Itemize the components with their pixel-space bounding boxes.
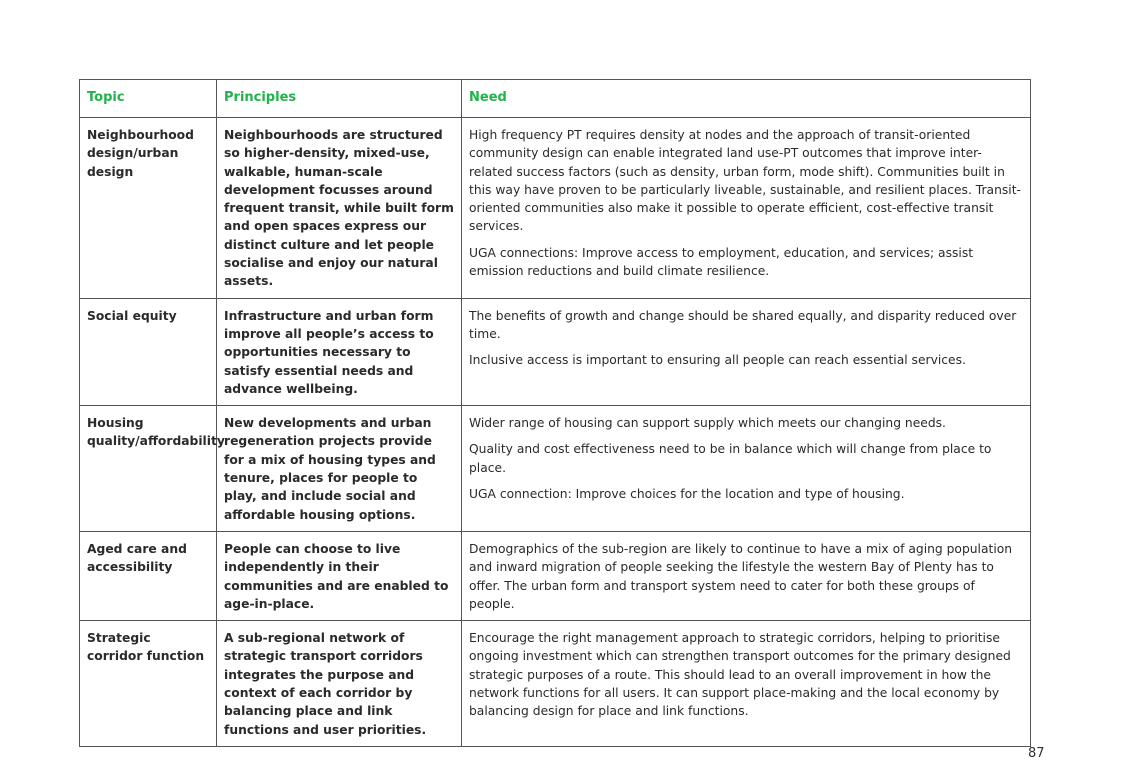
- need-paragraph: Encourage the right management approach to strategic corridors, helping to prioritise ongoing investment which can strengthen transport outcomes for the primary designed strategic purposes of a route. This should lead to an overall improvement in how the network functions for all users. It can support place-making and the local economy by balancing design for place and link functions.: [469, 631, 1011, 719]
- page-number: 87: [1028, 746, 1045, 761]
- table-row: [80, 118, 1031, 299]
- table-header-row: [80, 80, 1031, 118]
- principle-cell: Neighbourhoods are structured so higher-density, mixed-use, walkable, human-scale development focusses around frequent transit, while built form and open spaces express our distinct culture and let people socialise and enjoy our natural assets.: [217, 118, 462, 299]
- need-paragraph: Demographics of the sub-region are likely to continue to have a mix of aging population and inward migration of people seeking the lifestyle the western Bay of Plenty has to offer. The urban form and transport system need to cater for both these groups of people.: [469, 541, 1013, 611]
- need-paragraph: Inclusive access is important to ensuring all people can reach essential services.: [469, 353, 966, 368]
- need-paragraph: UGA connections: Improve access to employment, education, and services; assist emission reductions and build climate resilience.: [469, 245, 974, 279]
- header-principles: Principles: [217, 80, 462, 118]
- table-row: [80, 298, 1031, 405]
- table-row: [80, 531, 1031, 620]
- need-cell: [462, 621, 1031, 747]
- topic-cell: Strategic corridor function: [80, 621, 217, 747]
- need-cell: [462, 298, 1031, 405]
- topic-cell: Social equity: [80, 298, 217, 405]
- principle-cell: New developments and urban regeneration projects provide for a mix of housing types and tenure, places for people to play, and include social and affordable housing options.: [217, 406, 462, 532]
- topic-cell: Neighbourhood design/urban design: [80, 118, 217, 299]
- principles-table: [79, 79, 1031, 747]
- need-cell: [462, 406, 1031, 532]
- table-row: [80, 406, 1031, 532]
- header-need: Need: [462, 80, 1031, 118]
- principle-cell: Infrastructure and urban form improve all people’s access to opportunities necessary to satisfy essential needs and advance wellbeing.: [217, 298, 462, 405]
- need-paragraph: UGA connection: Improve choices for the location and type of housing.: [469, 487, 905, 502]
- table-row: [80, 621, 1031, 747]
- principle-cell: A sub-regional network of strategic transport corridors integrates the purpose and context of each corridor by balancing place and link functions and user priorities.: [217, 621, 462, 747]
- principle-cell: People can choose to live independently in their communities and are enabled to age-in-place.: [217, 531, 462, 620]
- need-cell: [462, 531, 1031, 620]
- need-cell: [462, 118, 1031, 299]
- need-paragraph: Wider range of housing can support supply which meets our changing needs.: [469, 416, 946, 431]
- need-paragraph: The benefits of growth and change should be shared equally, and disparity reduced over time.: [469, 308, 1017, 341]
- need-paragraph: High frequency PT requires density at nodes and the approach of transit-oriented community design can enable integrated land use-PT outcomes that improve inter-related success factors (such as density, urban form, mode shift). Communities built in this way have proven to be particularly liveable, sustainable, and resilient places. Transit-oriented communities also make it possible to operate efficient, cost-effective transit services.: [469, 128, 1021, 234]
- need-paragraph: Quality and cost effectiveness need to be in balance which will change from place to place.: [469, 442, 992, 475]
- header-topic: Topic: [80, 80, 217, 118]
- topic-cell: Housing quality/affordability: [80, 406, 217, 532]
- topic-cell: Aged care and accessibility: [80, 531, 217, 620]
